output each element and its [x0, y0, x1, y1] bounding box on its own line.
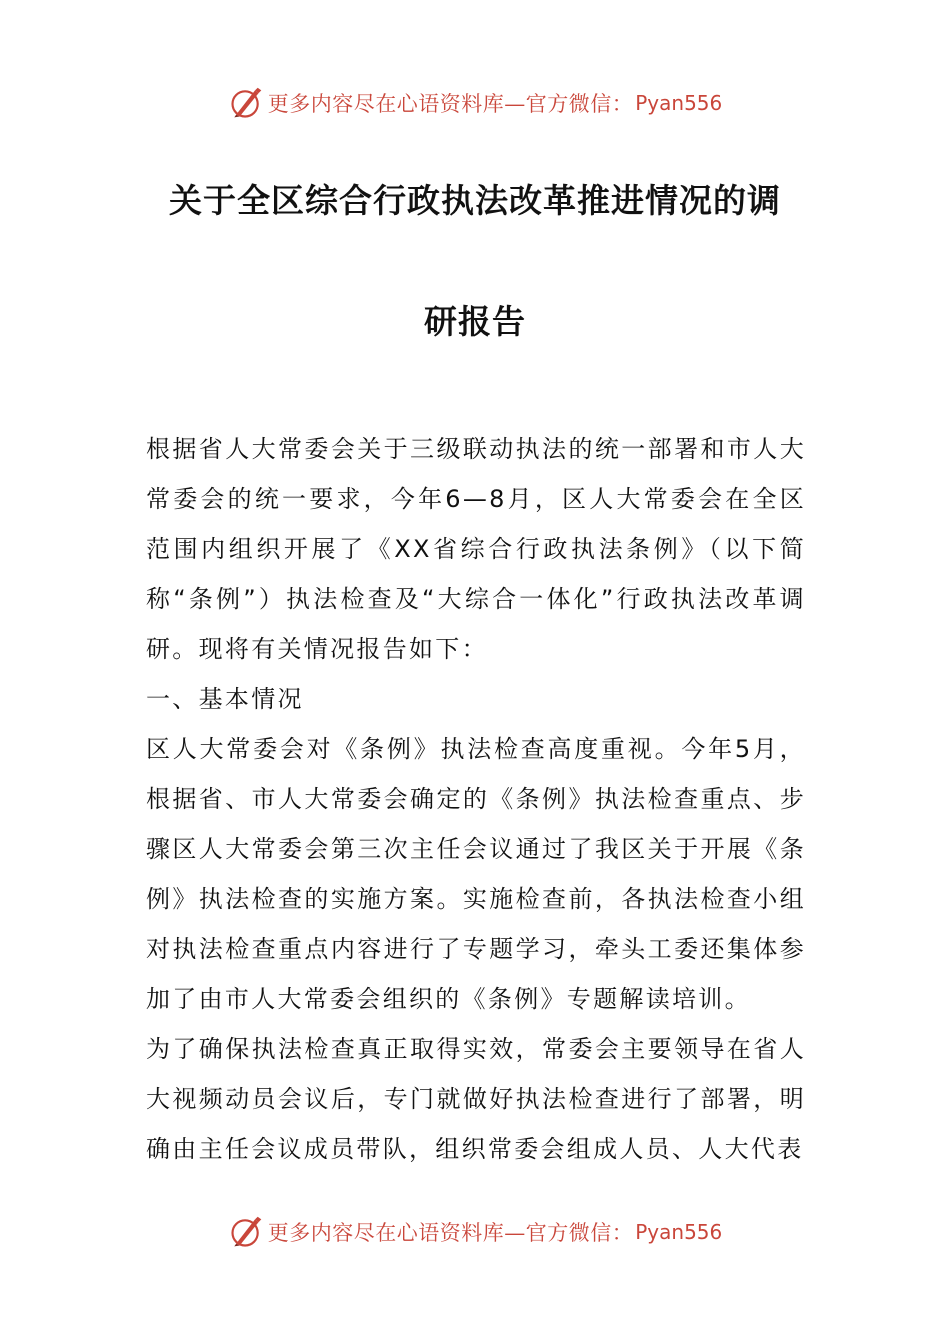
pen-circle-logo-icon [228, 85, 264, 121]
body-paragraph: 为了确保执法检查真正取得实效，常委会主要领导在省人大视频动员会议后，专门就做好执法检查进行了部署，明确由主任会议成员带队，组织常委会组成人员、人大代表 [146, 1035, 806, 1163]
footer-watermark [0, 1212, 950, 1252]
document-body [146, 424, 806, 1174]
watermark-text: 更多内容尽在心语资料库—官方微信： [267, 92, 634, 116]
watermark-contact: Pyan556 [635, 1220, 723, 1244]
body-paragraph: 区人大常委会对《条例》执法检查高度重视。今年5月，根据省、市人大常委会确定的《条例》执法检查重点、步骤区人大常委会第三次主任会议通过了我区关于开展《条例》执法检查的实施方案。实施检查前，各执法检查小组对执法检查重点内容进行了专题学习，牵头工委还集体参加了由市人大常委会组织的《条例》专题解读培训。 [146, 735, 806, 1013]
document-title-line-1: 关于全区综合行政执法改革推进情况的调 [169, 181, 781, 220]
watermark-text: 更多内容尽在心语资料库—官方微信： [267, 1221, 634, 1245]
document-title-line-2: 研报告 [424, 302, 526, 341]
pen-circle-logo-icon [228, 1214, 264, 1250]
header-watermark [0, 83, 950, 123]
watermark-contact: Pyan556 [635, 91, 723, 115]
body-paragraph: 根据省人大常委会关于三级联动执法的统一部署和市人大常委会的统一要求，今年6—8月，区人大常委会在全区范围内组织开展了《XX省综合行政执法条例》（以下简称“条例”）执法检查及“大综合一体化”行政执法改革调研。现将有关情况报告如下： [146, 435, 806, 663]
section-heading: 一、基本情况 [146, 685, 304, 713]
